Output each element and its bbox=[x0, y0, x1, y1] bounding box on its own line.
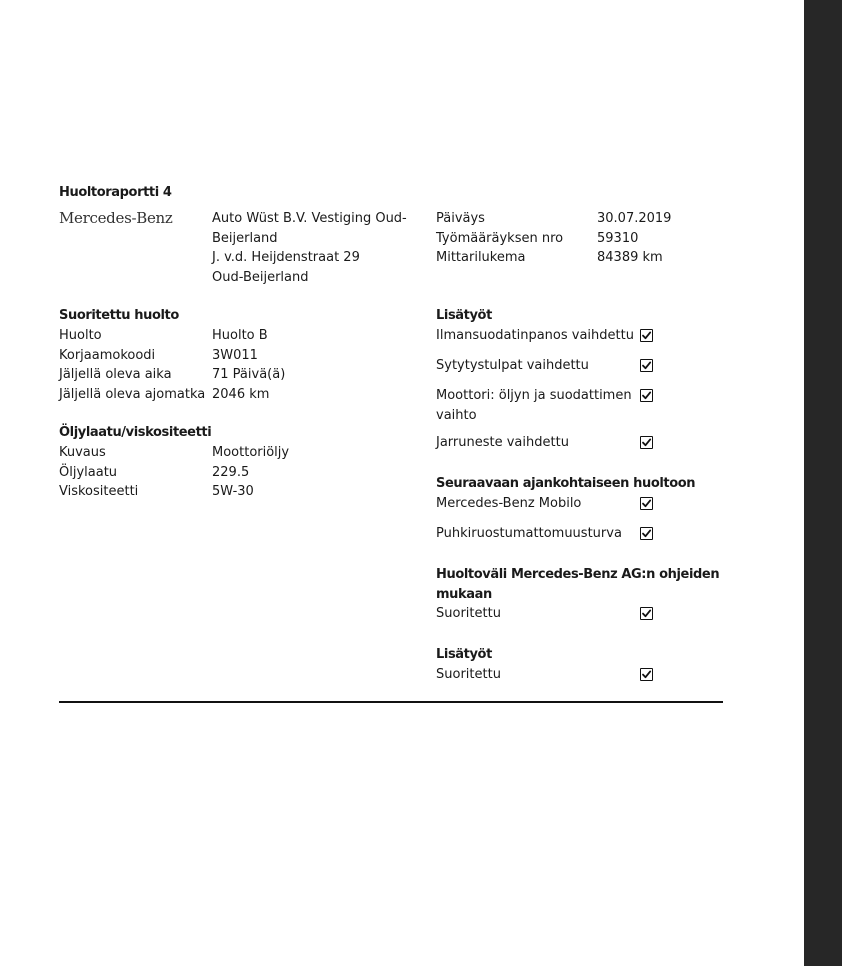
odometer-value: 84389 km bbox=[597, 250, 663, 265]
check-icon bbox=[641, 498, 652, 509]
check-icon bbox=[641, 360, 652, 371]
service-values bbox=[212, 326, 285, 404]
extra-work-checkbox[interactable] bbox=[640, 329, 653, 342]
check-icon bbox=[641, 437, 652, 448]
service-labels bbox=[59, 326, 205, 404]
workshop-code-value: 3W011 bbox=[212, 347, 258, 363]
extra-work-checkbox[interactable] bbox=[640, 389, 653, 402]
check-icon bbox=[641, 608, 652, 619]
report-info-values bbox=[597, 209, 671, 268]
check-icon bbox=[641, 669, 652, 680]
dealer-line: Auto Wüst B.V. Vestiging Oud- bbox=[212, 211, 407, 226]
remaining-distance-label: Jäljellä oleva ajomatka bbox=[59, 386, 206, 402]
oil-description-label: Kuvaus bbox=[59, 445, 106, 460]
bottom-divider bbox=[59, 701, 723, 703]
label-line: vaihto bbox=[436, 407, 477, 423]
odometer-label: Mittarilukema bbox=[436, 250, 526, 265]
heading-line: Huoltoväli Mercedes-Benz AG:n ohjeiden bbox=[436, 567, 720, 582]
label-line: Moottori: öljyn ja suodattimen bbox=[436, 388, 632, 403]
check-icon bbox=[641, 330, 652, 341]
brand-logo-text: Mercedes-Benz bbox=[59, 209, 173, 227]
heading-line: mukaan bbox=[436, 586, 492, 602]
workshop-code-label: Korjaamokoodi bbox=[59, 347, 156, 363]
extra-work-heading: Lisätyöt bbox=[436, 308, 492, 323]
next-service-item-label: Mercedes-Benz Mobilo bbox=[436, 496, 582, 511]
dealer-line: Oud-Beijerland bbox=[212, 269, 309, 285]
oil-labels bbox=[59, 443, 138, 502]
extra-work-item-label bbox=[436, 386, 632, 425]
report-info-labels bbox=[436, 209, 563, 268]
date-label: Päiväys bbox=[436, 211, 485, 226]
interval-item-label: Suoritettu bbox=[436, 606, 501, 621]
service-label: Huolto bbox=[59, 328, 102, 343]
oil-quality-value: 229.5 bbox=[212, 464, 250, 480]
service-value: Huolto B bbox=[212, 328, 268, 343]
extra-work-2-checkbox[interactable] bbox=[640, 668, 653, 681]
remaining-distance-value: 2046 km bbox=[212, 386, 270, 402]
extra-work-2-heading: Lisätyöt bbox=[436, 647, 492, 662]
viscosity-label: Viskositeetti bbox=[59, 484, 139, 499]
next-service-checkbox[interactable] bbox=[640, 497, 653, 510]
interval-checkbox[interactable] bbox=[640, 607, 653, 620]
next-service-checkbox[interactable] bbox=[640, 527, 653, 540]
scrollbar[interactable] bbox=[804, 0, 842, 966]
service-heading: Suoritettu huolto bbox=[59, 308, 179, 323]
work-order-label: Työmääräyksen nro bbox=[436, 230, 564, 246]
check-icon bbox=[641, 390, 652, 401]
extra-work-item-label: Ilmansuodatinpanos vaihdettu bbox=[436, 328, 634, 343]
oil-description-value: Moottoriöljy bbox=[212, 445, 290, 460]
work-order-value: 59310 bbox=[597, 230, 639, 246]
dealer-line: Beijerland bbox=[212, 230, 278, 246]
remaining-time-label: Jäljellä oleva aika bbox=[59, 367, 172, 382]
date-value: 30.07.2019 bbox=[597, 211, 672, 226]
interval-heading bbox=[436, 565, 719, 604]
extra-work-checkbox[interactable] bbox=[640, 436, 653, 449]
check-icon bbox=[641, 528, 652, 539]
dealer-address bbox=[212, 209, 407, 287]
next-service-item-label: Puhkiruostumattomuusturva bbox=[436, 526, 622, 541]
extra-work-item-label: Sytytystulpat vaihdettu bbox=[436, 358, 589, 373]
remaining-time-value: 71 Päivä(ä) bbox=[212, 367, 286, 382]
oil-quality-label: Öljylaatu bbox=[59, 464, 118, 480]
extra-work-2-item-label: Suoritettu bbox=[436, 667, 501, 682]
report-title: Huoltoraportti 4 bbox=[59, 185, 172, 200]
extra-work-checkbox[interactable] bbox=[640, 359, 653, 372]
oil-values bbox=[212, 443, 289, 502]
dealer-line: J. v.d. Heijdenstraat 29 bbox=[212, 250, 360, 265]
oil-heading: Öljylaatu/viskositeetti bbox=[59, 425, 212, 440]
viscosity-value: 5W-30 bbox=[212, 484, 254, 499]
extra-work-item-label: Jarruneste vaihdettu bbox=[436, 435, 569, 450]
next-service-heading: Seuraavaan ajankohtaiseen huoltoon bbox=[436, 476, 696, 491]
